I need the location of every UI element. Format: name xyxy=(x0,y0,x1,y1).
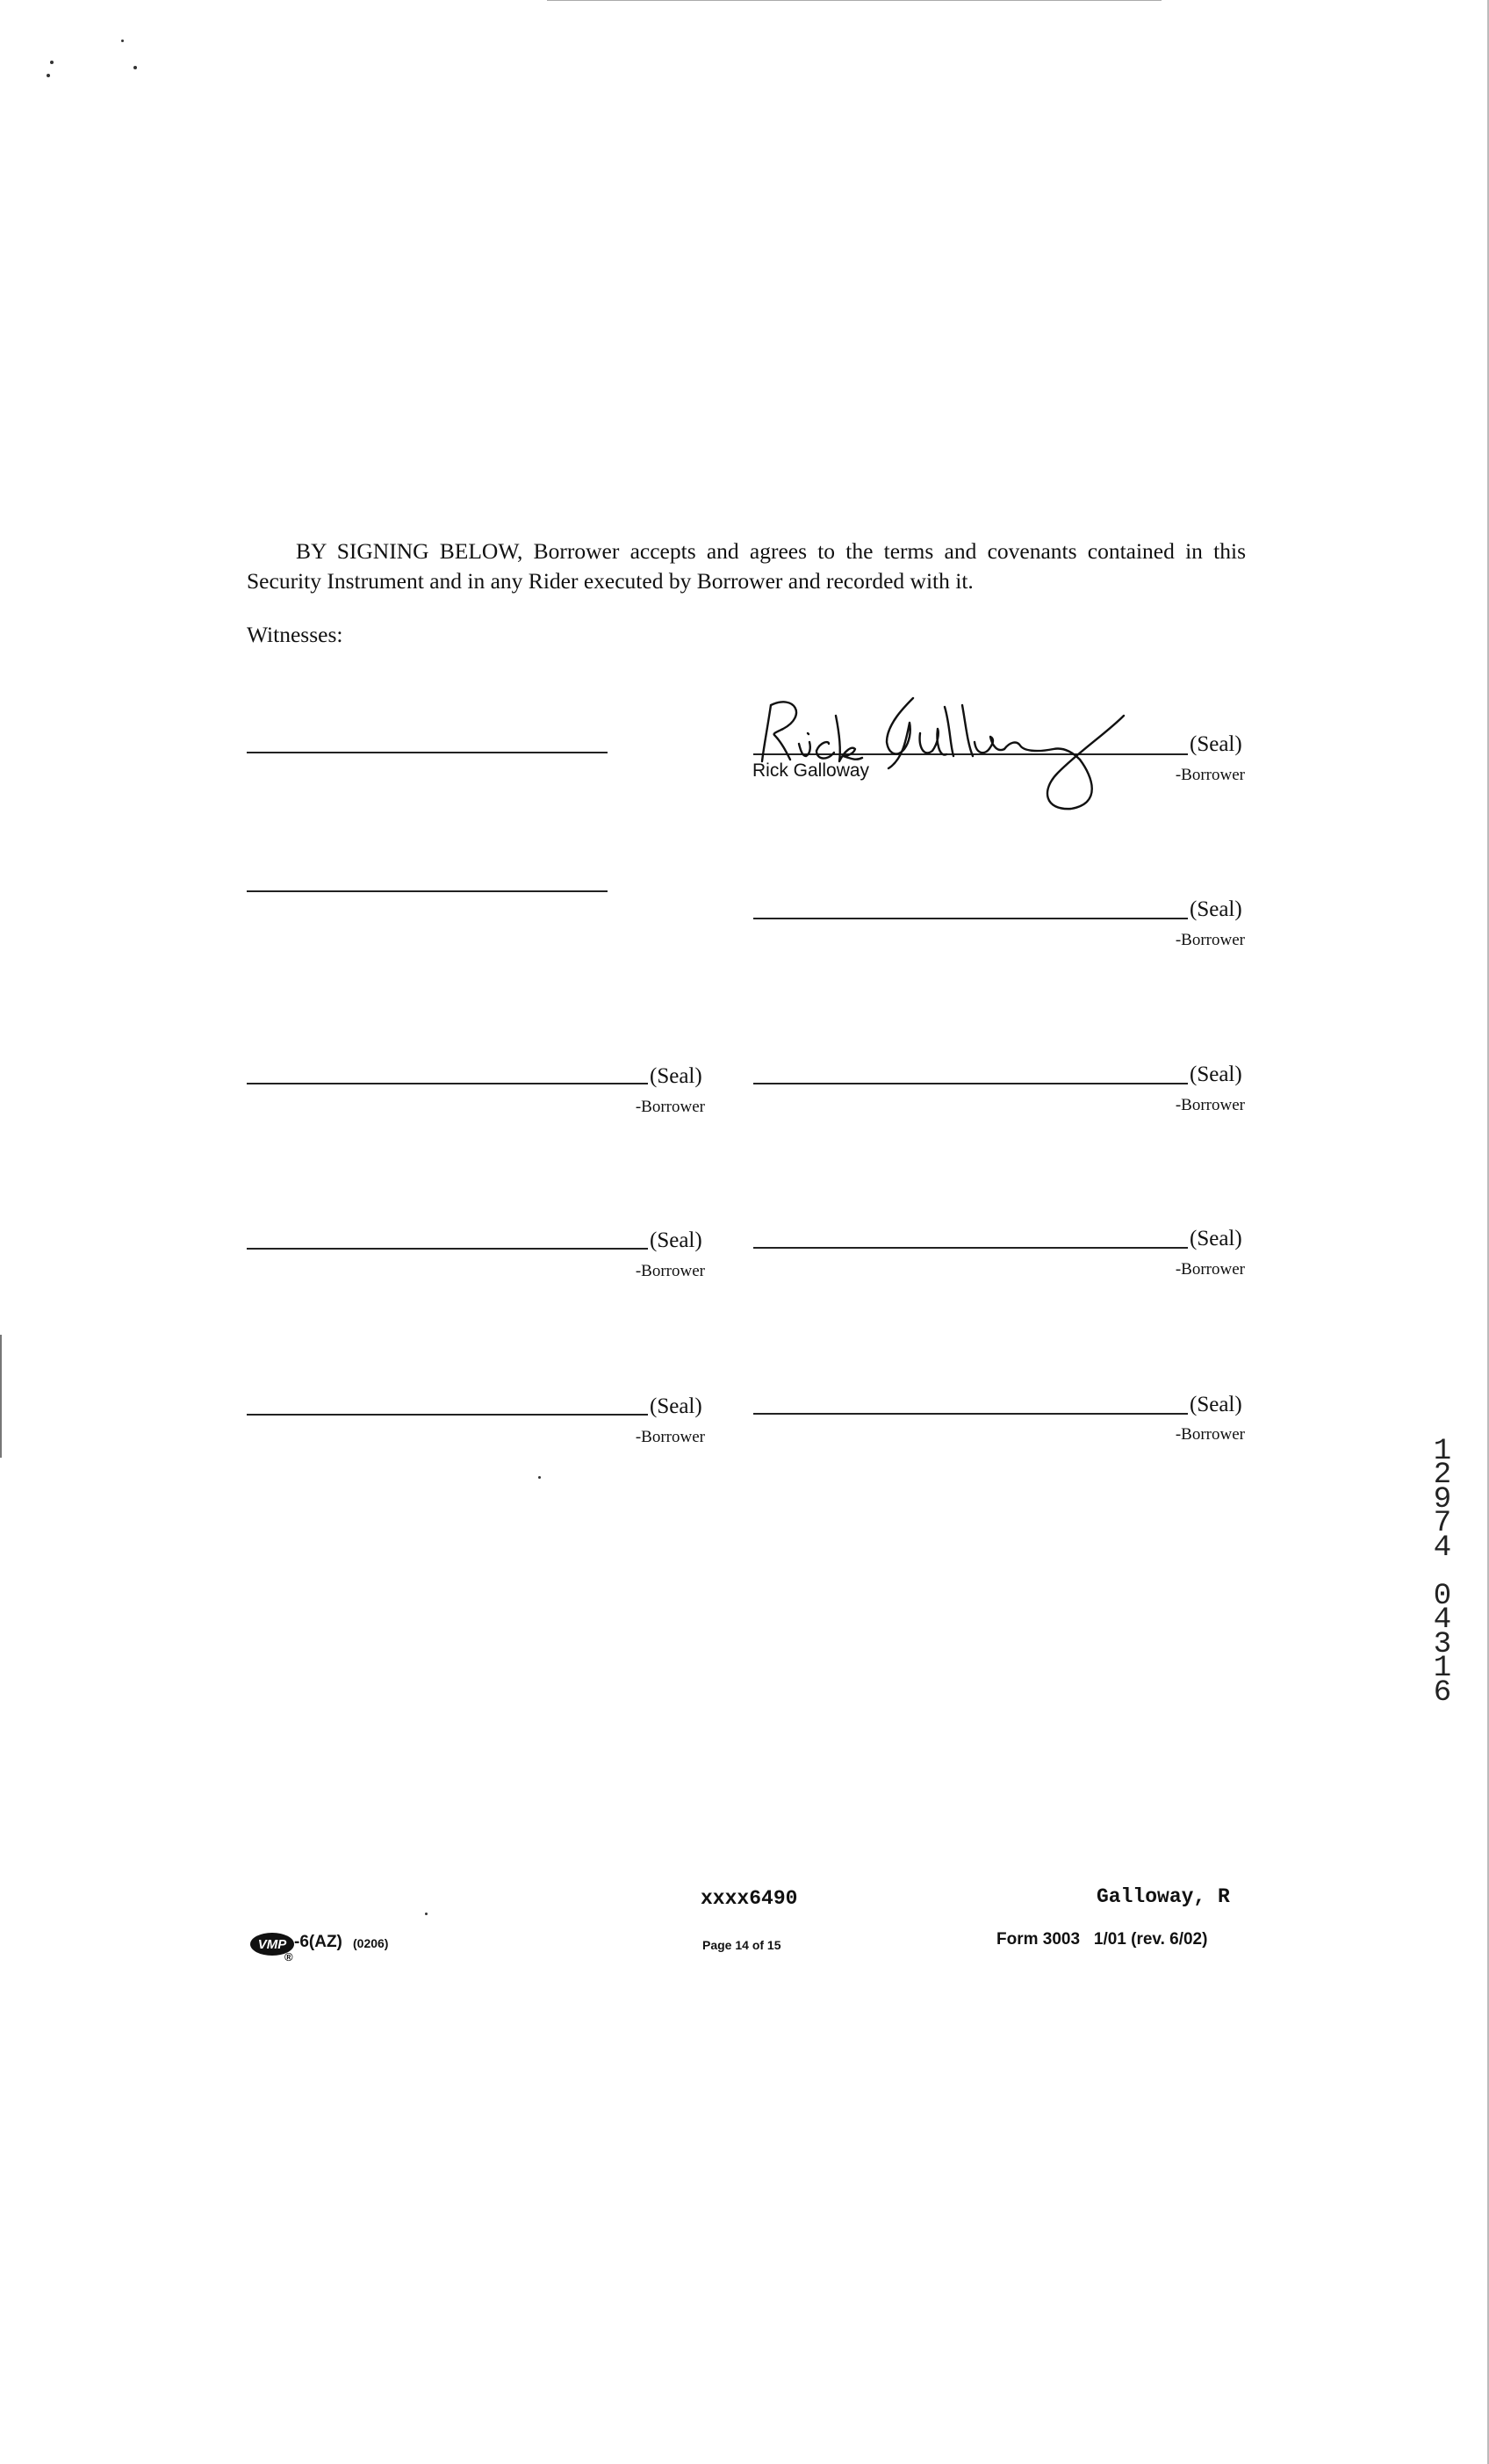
seal-label: (Seal) xyxy=(1190,1063,1242,1086)
form-code-label: -6(AZ) xyxy=(294,1933,342,1951)
borrower-label: -Borrower xyxy=(1175,1096,1245,1114)
seal-label: (Seal) xyxy=(650,1064,702,1088)
recording-number-text: 1 2 9 7 4 0 4 3 1 6 xyxy=(1433,1434,1452,1710)
seal-label: (Seal) xyxy=(1190,732,1242,756)
borrower-signature-line-l5 xyxy=(247,1414,648,1416)
page-number: Page 14 of 15 xyxy=(702,1938,781,1952)
scan-edge-top xyxy=(547,0,1162,1)
scan-speck xyxy=(50,61,54,64)
scan-speck xyxy=(47,74,50,77)
form-code-version: (0206) xyxy=(353,1936,389,1950)
seal-label: (Seal) xyxy=(1190,1227,1242,1250)
witnesses-label: Witnesses: xyxy=(247,622,343,647)
loan-reference: xxxx6490 xyxy=(701,1887,798,1910)
scan-edge-left xyxy=(0,1335,2,1458)
signature-clause-line-1: BY SIGNING BELOW, Borrower accepts and agrees to the terms and covenants contained in this xyxy=(296,538,1246,564)
borrower-label: -Borrower xyxy=(1175,1425,1245,1444)
borrower-label: -Borrower xyxy=(1175,766,1245,784)
scan-speck xyxy=(133,66,137,69)
borrower-short-name: Galloway, R xyxy=(1097,1885,1230,1908)
borrower-signature-line-r2 xyxy=(753,918,1188,919)
borrower-label: -Borrower xyxy=(635,1428,705,1446)
witness-signature-line-1 xyxy=(247,752,608,753)
borrower-signature-line-r4 xyxy=(753,1247,1188,1249)
borrower-label: -Borrower xyxy=(635,1098,705,1116)
scan-speck xyxy=(538,1476,541,1479)
signature-clause-line-2: Security Instrument and in any Rider executed by Borrower and recorded with it. xyxy=(247,568,974,594)
seal-label: (Seal) xyxy=(1190,897,1242,921)
handwritten-signature xyxy=(755,681,1176,812)
form-number: Form 3003 1/01 (rev. 6/02) xyxy=(996,1930,1208,1949)
registered-mark: ® xyxy=(284,1950,293,1963)
seal-label: (Seal) xyxy=(650,1228,702,1252)
borrower-label: -Borrower xyxy=(1175,1260,1245,1279)
seal-label: (Seal) xyxy=(650,1394,702,1418)
borrower-signature-line-l3 xyxy=(247,1083,648,1084)
signature-clause xyxy=(247,537,1246,596)
borrower-label: -Borrower xyxy=(635,1262,705,1280)
seal-label: (Seal) xyxy=(1190,1393,1242,1416)
scan-speck xyxy=(425,1913,428,1915)
margin-recording-number xyxy=(1421,1416,1464,1710)
witness-signature-line-2 xyxy=(247,890,608,892)
borrower-signature-line-r3 xyxy=(753,1083,1188,1084)
borrower-printed-name: Rick Galloway xyxy=(752,760,870,781)
borrower-label: -Borrower xyxy=(1175,931,1245,949)
borrower-signature-line-r5 xyxy=(753,1413,1188,1415)
borrower-signature-line-l4 xyxy=(247,1248,648,1250)
vmp-logo-text: VMP xyxy=(257,1937,287,1952)
scan-speck xyxy=(121,40,124,42)
